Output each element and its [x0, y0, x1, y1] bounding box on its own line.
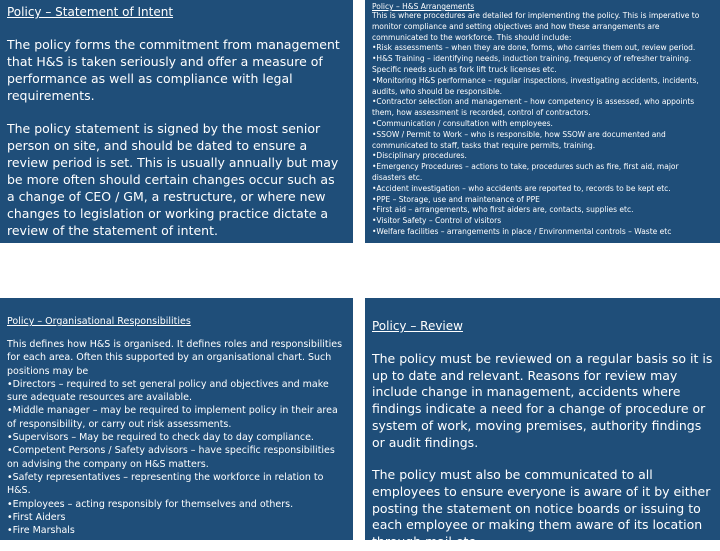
arrangements-item: •Disciplinary procedures.	[372, 151, 467, 161]
arrangements-item: •Communication / consultation with employees.	[372, 118, 553, 128]
responsibilities-item: •Supervisors – May be required to check day to day compliance.	[7, 432, 314, 444]
review-panel	[365, 298, 720, 550]
responsibilities-panel	[0, 298, 353, 540]
responsibilities-item: •Competent Persons / Safety advisors – have specific responsibilities on advising the company on H&S matters.	[7, 445, 335, 470]
arrangements-item: •H&S Training – identifying needs, induction training, frequency of refresher training. Specific needs such as fork lift truck licenses etc.	[372, 54, 692, 74]
arrangements-item: •Accident investigation – who accidents are reported to, records to be kept etc.	[372, 183, 671, 193]
arrangements-title: Policy – H&S Arrangements	[372, 2, 475, 11]
arrangements-intro: This is where procedures are detailed for implementing the policy. This is imperative to monitor compliance and setting objectives and how these arrangements are communicated to the workforce. This should include:	[372, 11, 700, 42]
arrangements-item: •Visitor Safety – Control of visitors	[372, 216, 502, 226]
responsibilities-item: •Safety representatives – representing the workforce in relation to H&S.	[7, 471, 324, 497]
statement-paragraph-2: The policy statement is signed by the most senior person on site, and should be dated to ensure a review period is set. This is usually annually but may be more often should certain changes occur such as a change of CEO / GM, a restructure, or where new changes to legislation or working practice dictate a review of the statement of intent.	[7, 121, 339, 238]
arrangements-item: •Contractor selection and management – how competency is assessed, who appoints them, how assessment is recorded, control of contractors.	[372, 97, 695, 118]
responsibilities-item: •Middle manager – may be required to implement policy in their area of responsibility, or carry out risk assessments.	[7, 405, 338, 430]
responsibilities-item: •First Aiders	[7, 511, 66, 523]
arrangements-item: •Emergency Procedures – actions to take, procedures such as fire, first aid, major disasters etc.	[372, 162, 679, 182]
review-paragraph-2: The policy must also be communicated to all employees to ensure everyone is aware of it by either posting the statement on notice boards or issuing to each employee or making them aware of its location through mail etc.	[372, 467, 711, 550]
arrangements-panel	[365, 0, 720, 243]
statement-of-intent-panel	[0, 0, 353, 243]
responsibilities-item: •Fire Marshals	[7, 525, 75, 537]
review-title: Policy – Review	[372, 319, 463, 333]
arrangements-item: •First aid – arrangements, who first aiders are, contacts, supplies etc.	[372, 205, 634, 215]
statement-title: Policy – Statement of Intent	[7, 5, 174, 19]
arrangements-item: •Welfare facilities – arrangements in place / Environmental controls – Waste etc	[372, 226, 672, 236]
responsibilities-item: •Employees – acting responsibly for themselves and others.	[7, 498, 294, 510]
responsibilities-item: •Directors – required to set general policy and objectives and make sure adequate resources are available.	[7, 378, 329, 404]
responsibilities-intro: This defines how H&S is organised. It defines roles and responsibilities for each area. Often this supported by an organisational chart. Such positions may be	[7, 339, 343, 377]
arrangements-item: •Monitoring H&S performance – regular inspections, investigating accidents, incidents, audits, who should be responsible.	[372, 75, 699, 96]
arrangements-item: •Risk assessments – when they are done, forms, who carries them out, review period.	[372, 43, 696, 53]
arrangements-item: •SSOW / Permit to Work – who is responsible, how SSOW are documented and communicated to staff, tasks that require permits, training.	[372, 129, 666, 150]
responsibilities-title: Policy – Organisational Responsibilities	[7, 316, 191, 327]
arrangements-item: •PPE – Storage, use and maintenance of PPE	[372, 194, 540, 204]
review-paragraph-1: The policy must be reviewed on a regular basis so it is up to date and relevant. Reasons for review may include change in management, accidents where findings indicate a need for a change of procedure or system of work, moving premises, authority findings or audit findings.	[372, 351, 713, 450]
statement-paragraph-1: The policy forms the commitment from management that H&S is taken seriously and offer a measure of performance as well as compliance with legal requirements.	[7, 37, 340, 103]
